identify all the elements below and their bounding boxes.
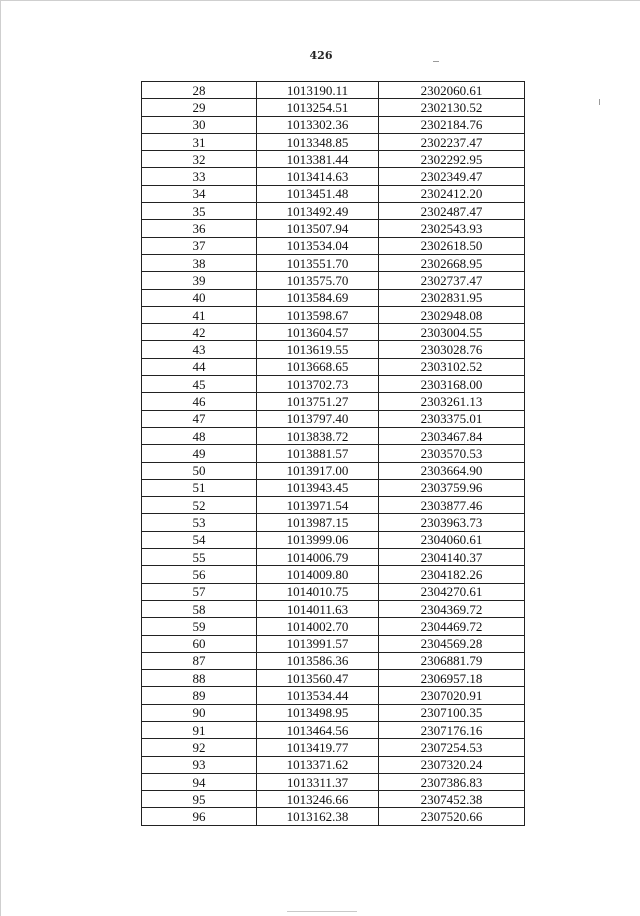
x-coordinate-cell: 1013246.66 bbox=[257, 791, 379, 808]
point-number-cell: 93 bbox=[142, 756, 257, 773]
point-number-cell: 56 bbox=[142, 566, 257, 583]
point-number-cell: 42 bbox=[142, 324, 257, 341]
point-number-cell: 35 bbox=[142, 203, 257, 220]
point-number-cell: 91 bbox=[142, 721, 257, 738]
point-number-cell: 52 bbox=[142, 497, 257, 514]
scan-speck bbox=[599, 99, 600, 105]
table-row bbox=[142, 514, 525, 531]
x-coordinate-cell: 1013668.65 bbox=[257, 358, 379, 375]
table-row bbox=[142, 358, 525, 375]
point-number-cell: 90 bbox=[142, 704, 257, 721]
y-coordinate-cell: 2307452.38 bbox=[379, 791, 525, 808]
table-row bbox=[142, 462, 525, 479]
table-row bbox=[142, 739, 525, 756]
x-coordinate-cell: 1013598.67 bbox=[257, 306, 379, 323]
y-coordinate-cell: 2302948.08 bbox=[379, 306, 525, 323]
table-row bbox=[142, 133, 525, 150]
table-row bbox=[142, 427, 525, 444]
y-coordinate-cell: 2306957.18 bbox=[379, 670, 525, 687]
y-coordinate-cell: 2307386.83 bbox=[379, 773, 525, 790]
point-number-cell: 87 bbox=[142, 652, 257, 669]
point-number-cell: 41 bbox=[142, 306, 257, 323]
x-coordinate-cell: 1013619.55 bbox=[257, 341, 379, 358]
x-coordinate-cell: 1014010.75 bbox=[257, 583, 379, 600]
table-row bbox=[142, 341, 525, 358]
y-coordinate-cell: 2304140.37 bbox=[379, 549, 525, 566]
table-row bbox=[142, 635, 525, 652]
table-row bbox=[142, 600, 525, 617]
y-coordinate-cell: 2303028.76 bbox=[379, 341, 525, 358]
y-coordinate-cell: 2307254.53 bbox=[379, 739, 525, 756]
y-coordinate-cell: 2302184.76 bbox=[379, 116, 525, 133]
x-coordinate-cell: 1013991.57 bbox=[257, 635, 379, 652]
table-row bbox=[142, 704, 525, 721]
table-row bbox=[142, 393, 525, 410]
y-coordinate-cell: 2307520.66 bbox=[379, 808, 525, 825]
x-coordinate-cell: 1013797.40 bbox=[257, 410, 379, 427]
point-number-cell: 95 bbox=[142, 791, 257, 808]
y-coordinate-cell: 2302412.20 bbox=[379, 185, 525, 202]
x-coordinate-cell: 1013311.37 bbox=[257, 773, 379, 790]
x-coordinate-cell: 1013492.49 bbox=[257, 203, 379, 220]
table-row bbox=[142, 306, 525, 323]
x-coordinate-cell: 1013751.27 bbox=[257, 393, 379, 410]
point-number-cell: 36 bbox=[142, 220, 257, 237]
table-row bbox=[142, 808, 525, 825]
table-row bbox=[142, 791, 525, 808]
y-coordinate-cell: 2302543.93 bbox=[379, 220, 525, 237]
y-coordinate-cell: 2302618.50 bbox=[379, 237, 525, 254]
table-row bbox=[142, 220, 525, 237]
x-coordinate-cell: 1013917.00 bbox=[257, 462, 379, 479]
x-coordinate-cell: 1013254.51 bbox=[257, 99, 379, 116]
coordinates-table-body bbox=[142, 82, 525, 826]
point-number-cell: 94 bbox=[142, 773, 257, 790]
y-coordinate-cell: 2307100.35 bbox=[379, 704, 525, 721]
y-coordinate-cell: 2303467.84 bbox=[379, 427, 525, 444]
point-number-cell: 49 bbox=[142, 445, 257, 462]
page-number: 426 bbox=[309, 49, 333, 62]
point-number-cell: 29 bbox=[142, 99, 257, 116]
table-row bbox=[142, 687, 525, 704]
x-coordinate-cell: 1014011.63 bbox=[257, 600, 379, 617]
x-coordinate-cell: 1013507.94 bbox=[257, 220, 379, 237]
y-coordinate-cell: 2304569.28 bbox=[379, 635, 525, 652]
y-coordinate-cell: 2303759.96 bbox=[379, 479, 525, 496]
x-coordinate-cell: 1013702.73 bbox=[257, 376, 379, 393]
point-number-cell: 88 bbox=[142, 670, 257, 687]
y-coordinate-cell: 2303168.00 bbox=[379, 376, 525, 393]
table-row bbox=[142, 289, 525, 306]
y-coordinate-cell: 2303004.55 bbox=[379, 324, 525, 341]
point-number-cell: 37 bbox=[142, 237, 257, 254]
table-row bbox=[142, 254, 525, 271]
table-row bbox=[142, 82, 525, 99]
point-number-cell: 33 bbox=[142, 168, 257, 185]
y-coordinate-cell: 2302737.47 bbox=[379, 272, 525, 289]
table-row bbox=[142, 618, 525, 635]
point-number-cell: 92 bbox=[142, 739, 257, 756]
scan-speck bbox=[287, 911, 357, 912]
point-number-cell: 38 bbox=[142, 254, 257, 271]
y-coordinate-cell: 2304270.61 bbox=[379, 583, 525, 600]
table-row bbox=[142, 99, 525, 116]
y-coordinate-cell: 2303261.13 bbox=[379, 393, 525, 410]
x-coordinate-cell: 1013838.72 bbox=[257, 427, 379, 444]
table-row bbox=[142, 497, 525, 514]
scan-speck bbox=[433, 61, 439, 62]
x-coordinate-cell: 1013534.44 bbox=[257, 687, 379, 704]
table-row bbox=[142, 445, 525, 462]
table-row bbox=[142, 479, 525, 496]
x-coordinate-cell: 1013302.36 bbox=[257, 116, 379, 133]
point-number-cell: 44 bbox=[142, 358, 257, 375]
point-number-cell: 89 bbox=[142, 687, 257, 704]
x-coordinate-cell: 1013560.47 bbox=[257, 670, 379, 687]
point-number-cell: 34 bbox=[142, 185, 257, 202]
table-row bbox=[142, 670, 525, 687]
table-row bbox=[142, 756, 525, 773]
table-row bbox=[142, 272, 525, 289]
y-coordinate-cell: 2306881.79 bbox=[379, 652, 525, 669]
y-coordinate-cell: 2304060.61 bbox=[379, 531, 525, 548]
y-coordinate-cell: 2307176.16 bbox=[379, 721, 525, 738]
x-coordinate-cell: 1013584.69 bbox=[257, 289, 379, 306]
table-row bbox=[142, 203, 525, 220]
point-number-cell: 48 bbox=[142, 427, 257, 444]
table-row bbox=[142, 721, 525, 738]
point-number-cell: 31 bbox=[142, 133, 257, 150]
x-coordinate-cell: 1013419.77 bbox=[257, 739, 379, 756]
x-coordinate-cell: 1013987.15 bbox=[257, 514, 379, 531]
point-number-cell: 40 bbox=[142, 289, 257, 306]
table-row bbox=[142, 773, 525, 790]
x-coordinate-cell: 1013464.56 bbox=[257, 721, 379, 738]
point-number-cell: 59 bbox=[142, 618, 257, 635]
y-coordinate-cell: 2302292.95 bbox=[379, 151, 525, 168]
y-coordinate-cell: 2302831.95 bbox=[379, 289, 525, 306]
point-number-cell: 54 bbox=[142, 531, 257, 548]
x-coordinate-cell: 1013881.57 bbox=[257, 445, 379, 462]
point-number-cell: 30 bbox=[142, 116, 257, 133]
x-coordinate-cell: 1013551.70 bbox=[257, 254, 379, 271]
point-number-cell: 51 bbox=[142, 479, 257, 496]
point-number-cell: 47 bbox=[142, 410, 257, 427]
point-number-cell: 53 bbox=[142, 514, 257, 531]
point-number-cell: 60 bbox=[142, 635, 257, 652]
point-number-cell: 43 bbox=[142, 341, 257, 358]
table-row bbox=[142, 583, 525, 600]
table-row bbox=[142, 324, 525, 341]
table-row bbox=[142, 151, 525, 168]
y-coordinate-cell: 2303963.73 bbox=[379, 514, 525, 531]
x-coordinate-cell: 1013943.45 bbox=[257, 479, 379, 496]
table-row bbox=[142, 237, 525, 254]
y-coordinate-cell: 2303570.53 bbox=[379, 445, 525, 462]
x-coordinate-cell: 1013162.38 bbox=[257, 808, 379, 825]
x-coordinate-cell: 1014002.70 bbox=[257, 618, 379, 635]
y-coordinate-cell: 2304182.26 bbox=[379, 566, 525, 583]
point-number-cell: 39 bbox=[142, 272, 257, 289]
y-coordinate-cell: 2302060.61 bbox=[379, 82, 525, 99]
table-row bbox=[142, 410, 525, 427]
table-row bbox=[142, 168, 525, 185]
y-coordinate-cell: 2303664.90 bbox=[379, 462, 525, 479]
x-coordinate-cell: 1013604.57 bbox=[257, 324, 379, 341]
y-coordinate-cell: 2303375.01 bbox=[379, 410, 525, 427]
x-coordinate-cell: 1013575.70 bbox=[257, 272, 379, 289]
point-number-cell: 32 bbox=[142, 151, 257, 168]
point-number-cell: 50 bbox=[142, 462, 257, 479]
x-coordinate-cell: 1014009.80 bbox=[257, 566, 379, 583]
x-coordinate-cell: 1013414.63 bbox=[257, 168, 379, 185]
x-coordinate-cell: 1014006.79 bbox=[257, 549, 379, 566]
x-coordinate-cell: 1013381.44 bbox=[257, 151, 379, 168]
table-row bbox=[142, 376, 525, 393]
point-number-cell: 28 bbox=[142, 82, 257, 99]
y-coordinate-cell: 2302130.52 bbox=[379, 99, 525, 116]
y-coordinate-cell: 2304469.72 bbox=[379, 618, 525, 635]
y-coordinate-cell: 2304369.72 bbox=[379, 600, 525, 617]
table-row bbox=[142, 531, 525, 548]
x-coordinate-cell: 1013190.11 bbox=[257, 82, 379, 99]
y-coordinate-cell: 2303102.52 bbox=[379, 358, 525, 375]
point-number-cell: 57 bbox=[142, 583, 257, 600]
x-coordinate-cell: 1013451.48 bbox=[257, 185, 379, 202]
x-coordinate-cell: 1013971.54 bbox=[257, 497, 379, 514]
x-coordinate-cell: 1013586.36 bbox=[257, 652, 379, 669]
y-coordinate-cell: 2302349.47 bbox=[379, 168, 525, 185]
point-number-cell: 55 bbox=[142, 549, 257, 566]
point-number-cell: 58 bbox=[142, 600, 257, 617]
x-coordinate-cell: 1013348.85 bbox=[257, 133, 379, 150]
table-row bbox=[142, 116, 525, 133]
y-coordinate-cell: 2302487.47 bbox=[379, 203, 525, 220]
point-number-cell: 46 bbox=[142, 393, 257, 410]
x-coordinate-cell: 1013999.06 bbox=[257, 531, 379, 548]
coordinates-table bbox=[141, 81, 525, 826]
y-coordinate-cell: 2302237.47 bbox=[379, 133, 525, 150]
y-coordinate-cell: 2302668.95 bbox=[379, 254, 525, 271]
x-coordinate-cell: 1013371.62 bbox=[257, 756, 379, 773]
table-row bbox=[142, 566, 525, 583]
x-coordinate-cell: 1013498.95 bbox=[257, 704, 379, 721]
table-row bbox=[142, 185, 525, 202]
x-coordinate-cell: 1013534.04 bbox=[257, 237, 379, 254]
table-row bbox=[142, 549, 525, 566]
point-number-cell: 96 bbox=[142, 808, 257, 825]
y-coordinate-cell: 2307020.91 bbox=[379, 687, 525, 704]
y-coordinate-cell: 2307320.24 bbox=[379, 756, 525, 773]
y-coordinate-cell: 2303877.46 bbox=[379, 497, 525, 514]
point-number-cell: 45 bbox=[142, 376, 257, 393]
table-row bbox=[142, 652, 525, 669]
